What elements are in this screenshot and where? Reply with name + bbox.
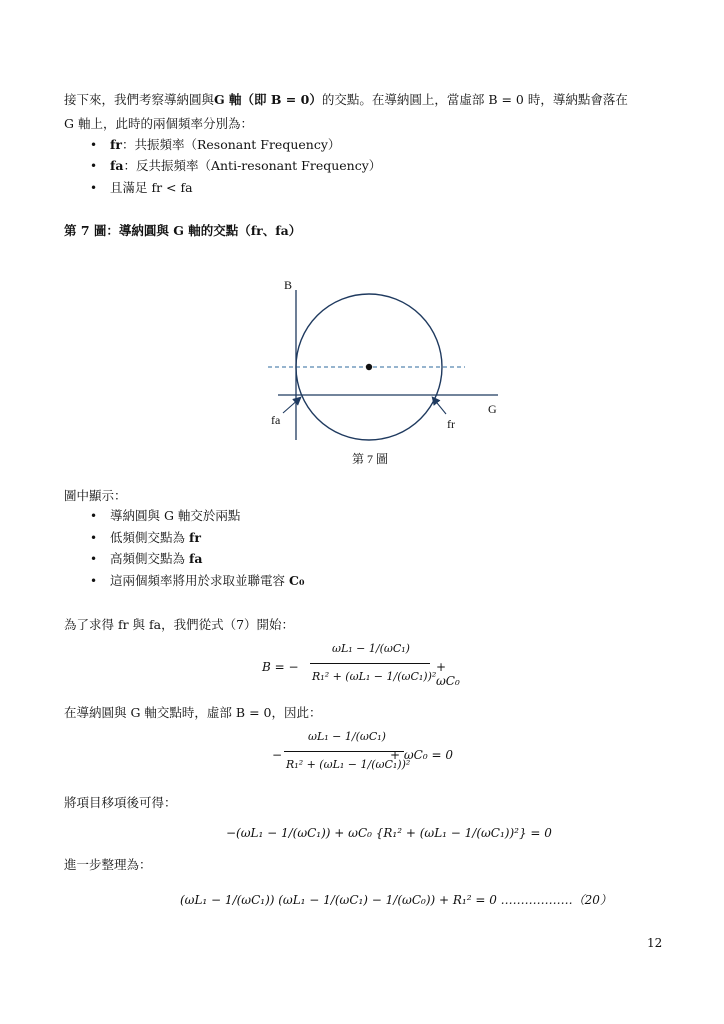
desc-item-bold: fr	[189, 530, 201, 545]
eq-b-numerator: ωL₁ − 1/(ωC₁)	[332, 642, 410, 655]
intro-line-1-pre: 接下來，我們考察導納圓與	[64, 92, 215, 107]
eq-zero-numerator: ωL₁ − 1/(ωC₁)	[308, 730, 386, 743]
fr-arrow	[433, 398, 446, 414]
equation-b	[262, 640, 462, 696]
eq-b-tail: + ωC₀	[436, 660, 460, 688]
desc-item	[110, 551, 202, 567]
fr-label: fr	[447, 417, 455, 431]
bullet-icon: •	[90, 552, 98, 566]
desc-item-text: 高頻側交點為	[110, 551, 186, 566]
eq-b-fraction-bar	[310, 663, 430, 664]
intro-line-2: G 軸上，此時的兩個頻率分別為：	[64, 116, 253, 131]
intro-line-1	[64, 92, 628, 108]
bullet-icon: •	[90, 159, 98, 173]
para-move: 將項目移項後可得：	[64, 795, 177, 810]
axis-b-label: B	[284, 278, 293, 292]
freq-item-text: ：反共振頻率（Anti-resonant Frequency）	[123, 158, 382, 173]
freq-item-bold: fr	[110, 137, 122, 152]
eq-b-lhs: B = −	[262, 660, 299, 674]
admittance-circle	[296, 294, 442, 440]
para-eq7: 為了求得 fr 與 fa，我們從式（7）開始：	[64, 617, 295, 632]
fa-label: fa	[271, 413, 281, 427]
freq-item-fr	[110, 137, 340, 153]
desc-item-bold: fa	[189, 551, 203, 566]
desc-item-text: 低頻側交點為	[110, 530, 186, 545]
eq-zero-denominator: R₁² + (ωL₁ − 1/(ωC₁))²	[286, 758, 411, 771]
para-further: 進一步整理為：	[64, 857, 152, 872]
eq-zero-fraction-bar	[284, 751, 404, 752]
freq-item-fa	[110, 158, 381, 174]
desc-item-text: 這兩個頻率將用於求取並聯電容	[110, 573, 286, 588]
eq-zero-lhs: −	[272, 748, 283, 762]
desc-item: 導納圓與 G 軸交於兩點	[110, 508, 241, 523]
figure-heading: 第 7 圖：導納圓與 G 軸的交點（fr、fa）	[64, 223, 302, 238]
bullet-icon: •	[90, 138, 98, 152]
equation-20: (ωL₁ − 1/(ωC₁)) (ωL₁ − 1/(ωC₁) − 1/(ωC₀)) + R₁² = 0 ………………（20）	[180, 893, 612, 907]
freq-item-bold: fa	[110, 158, 124, 173]
intro-line-1-bold: G 軸（即 B = 0）	[214, 92, 322, 107]
bullet-icon: •	[90, 509, 98, 523]
fa-arrow	[283, 398, 300, 413]
freq-item-condition: 且滿足 fr < fa	[110, 180, 193, 195]
eq-zero-tail: + ωC₀ = 0	[390, 748, 453, 762]
desc-item	[110, 530, 201, 546]
eq-b-denominator: R₁² + (ωL₁ − 1/(ωC₁))²	[312, 670, 437, 683]
bullet-icon: •	[90, 531, 98, 545]
equation-moved: −(ωL₁ − 1/(ωC₁)) + ωC₀ {R₁² + (ωL₁ − 1/(ωC₁))²} = 0	[226, 826, 552, 840]
axis-g-label: G	[488, 402, 497, 416]
intro-line-1-post: 的交點。在導納圓上，當虛部 B = 0 時，導納點會落在	[321, 92, 628, 107]
bullet-icon: •	[90, 574, 98, 588]
freq-item-text: ：共振頻率（Resonant Frequency）	[121, 137, 341, 152]
desc-item-bold: C₀	[289, 573, 305, 588]
bullet-icon: •	[90, 181, 98, 195]
equation-zero	[272, 728, 472, 784]
figure-caption: 第 7 圖	[352, 452, 389, 466]
circle-center-dot	[366, 364, 372, 370]
desc-heading: 圖中顯示：	[64, 488, 127, 503]
para-cross: 在導納圓與 G 軸交點時，虛部 B = 0，因此：	[64, 705, 322, 720]
desc-item	[110, 573, 304, 589]
page-number: 12	[647, 936, 663, 950]
